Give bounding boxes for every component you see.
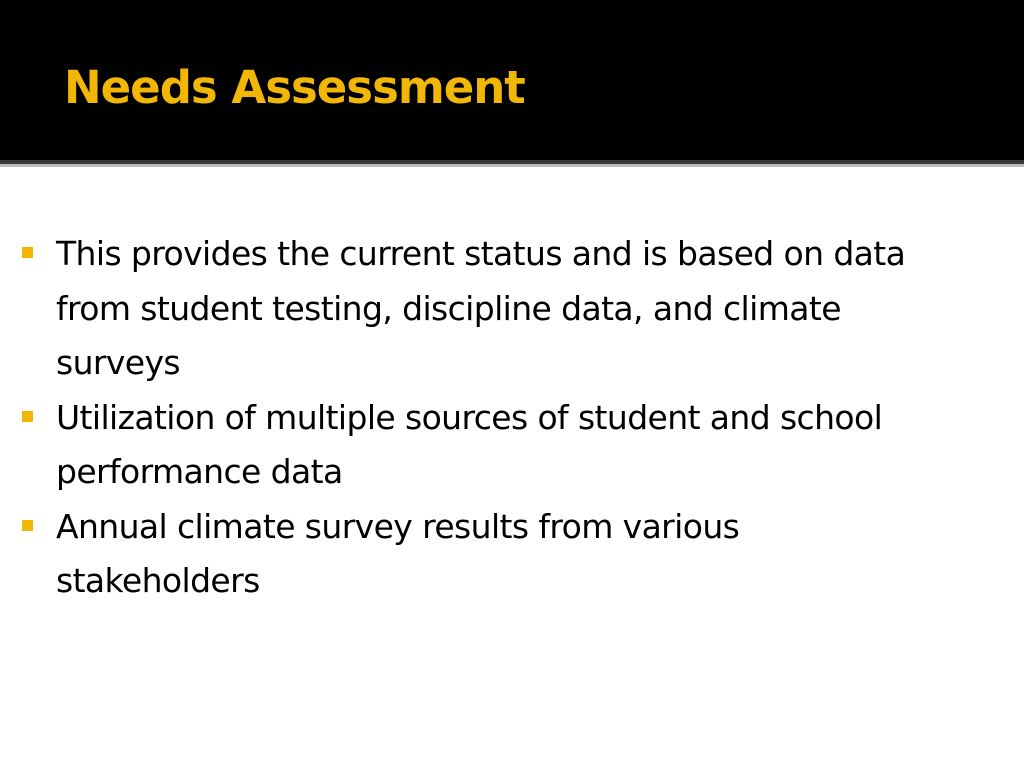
slide-title: Needs Assessment	[64, 61, 525, 114]
bullet-text: This provides the current status and is based on data from student testing, discipline data, and climate surveys	[56, 234, 906, 382]
square-bullet-icon	[22, 411, 33, 422]
bullet-list	[22, 227, 912, 609]
square-bullet-icon	[22, 247, 33, 258]
bullet-item	[22, 391, 912, 500]
bullet-text: Annual climate survey results from various stakeholders	[56, 506, 740, 600]
bullet-item	[22, 227, 912, 391]
title-band	[0, 0, 1024, 160]
title-divider-highlight	[0, 164, 1024, 167]
bullet-item	[22, 500, 912, 609]
bullet-text: Utilization of multiple sources of student and school performance data	[56, 397, 883, 491]
square-bullet-icon	[22, 520, 33, 531]
